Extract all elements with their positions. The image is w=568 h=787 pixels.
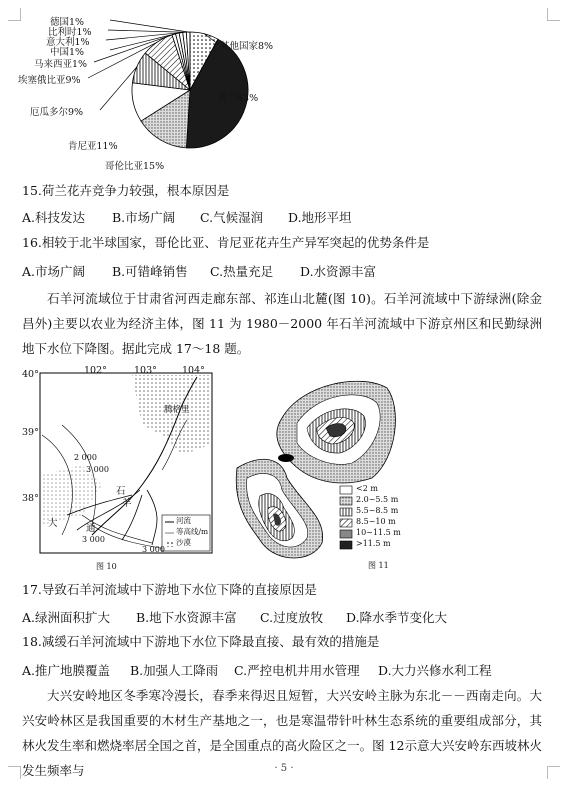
pie-label: 马来西亚1% — [34, 59, 88, 70]
pie-label: 埃塞俄比亚9% — [18, 75, 81, 86]
legend-swatch — [340, 519, 352, 527]
contour-label: 3 000 — [142, 545, 165, 554]
legend-swatch — [340, 541, 352, 549]
pie-label: 比利时1% — [48, 27, 92, 38]
option-c[interactable]: C.过度放牧 — [260, 610, 324, 625]
pie-chart — [18, 10, 310, 180]
figure-10-caption: 图 10 — [96, 562, 117, 571]
lon-102: 102° — [84, 365, 107, 376]
option-d[interactable]: D.水资源丰富 — [300, 264, 377, 279]
place-da: 大 — [48, 518, 58, 529]
question-15-options — [22, 208, 378, 226]
lon-103: 103° — [134, 365, 157, 376]
option-a[interactable]: A.市场广阔 — [22, 264, 86, 279]
pie-label: 德国1% — [50, 17, 85, 28]
legend-label: >11.5 m — [356, 539, 391, 548]
legend-label: 10~11.5 m — [356, 528, 401, 537]
question-17-options — [22, 608, 476, 626]
contour-label: 3 000 — [82, 535, 105, 544]
question-17-stem: 17.导致石羊河流域中下游地下水位下降的直接原因是 — [22, 582, 317, 597]
contour-label: 3 000 — [86, 465, 109, 474]
question-18-options — [22, 661, 498, 679]
crop-mark-top-right — [547, 8, 560, 21]
pie-label: 厄瓜多尔9% — [30, 107, 84, 118]
passage-shiyang-river: 石羊河流域位于甘肃省河西走廊东部、祁连山北麓(图 10)。石羊河流域中下游绿洲(除金昌外)主要以农业为经济主体，图 11 为 1980－2000 年石羊河流域中下游京州区和民勤绿洲地下水位下降图。据此完成 17～18 题。 — [22, 291, 542, 356]
figure-11-map — [222, 368, 418, 574]
option-b[interactable]: B.可错峰销售 — [112, 264, 188, 279]
legend-contour: 等高线/m — [176, 527, 209, 536]
pie-label: 荷兰43% — [218, 93, 259, 104]
pie-leader-line — [108, 30, 185, 32]
option-a[interactable]: A.科技发达 — [22, 210, 86, 225]
figure-10-map — [22, 365, 220, 575]
legend-river: 河流 — [176, 516, 191, 525]
pie-label: 意大利1% — [46, 37, 90, 48]
option-b[interactable]: B.地下水资源丰富 — [136, 610, 237, 625]
pie-label: 肯尼亚11% — [68, 141, 118, 152]
place-shi: 石 — [116, 486, 126, 497]
option-a[interactable]: A.推广地膜覆盖 — [22, 663, 111, 678]
pie-leader-line — [100, 67, 137, 110]
contour-label: 2 000 — [74, 453, 97, 462]
question-16-stem: 16.相较于北半球国家，哥伦比亚、肯尼亚花卉生产异军突起的优势条件是 — [22, 235, 430, 250]
figure-11-caption: 图 11 — [368, 561, 389, 570]
lon-104: 104° — [182, 365, 205, 376]
lat-40: 40° — [22, 369, 39, 380]
pie-label: 哥伦比亚15% — [105, 161, 165, 172]
legend-desert: 沙漠 — [176, 538, 191, 547]
option-c[interactable]: C.热量充足 — [210, 264, 274, 279]
legend-label: 2.0~5.5 m — [356, 495, 399, 504]
legend-swatch — [340, 497, 352, 505]
question-18-stem: 18.减缓石羊河流域中下游地下水位下降最直接、最有效的措施是 — [22, 634, 380, 649]
lat-38: 38° — [22, 493, 39, 504]
legend-label: <2 m — [356, 484, 378, 493]
legend-label: 8.5~10 m — [356, 517, 396, 526]
option-a[interactable]: A.绿洲面积扩大 — [22, 610, 111, 625]
legend-swatch — [340, 486, 352, 494]
crop-mark-top-left — [8, 8, 21, 21]
place-tengger: 腾格里 — [164, 405, 190, 415]
option-c[interactable]: C.严控电机井用水管理 — [234, 663, 360, 678]
legend-swatch — [340, 530, 352, 538]
pie-label: 中国1% — [50, 47, 85, 58]
question-16-options — [22, 262, 400, 280]
option-d[interactable]: D.大力兴修水利工程 — [378, 663, 492, 678]
option-d[interactable]: D.降水季节变化大 — [346, 610, 448, 625]
option-b[interactable]: B.市场广阔 — [112, 210, 176, 225]
option-b[interactable]: B.加强人工降雨 — [130, 663, 219, 678]
page-number: · 5 · — [274, 763, 294, 774]
legend-swatch — [340, 508, 352, 516]
question-15-stem: 15.荷兰花卉竞争力较强，根本原因是 — [22, 183, 230, 198]
option-c[interactable]: C.气候湿润 — [200, 210, 264, 225]
place-yang: 羊 — [122, 498, 132, 509]
pie-label: 其他国家8% — [220, 41, 274, 52]
option-d[interactable]: D.地形平坦 — [288, 210, 352, 225]
legend-label: 5.5~8.5 m — [356, 506, 399, 515]
place-tong: 通 — [86, 523, 96, 534]
lat-39: 39° — [22, 427, 39, 438]
passage-daxinganling: 大兴安岭地区冬季寒冷漫长，春季来得迟且短暂，大兴安岭主脉为东北－－西南走向。大兴安岭林区是我国重要的木材生产基地之一，也是寒温带针叶林生态系统的重要组成部分，其林火发生率和燃烧率居全国之首，是全国重点的高火险区之一。图 12示意大兴安岭东西坡林火发生频率与 — [22, 688, 542, 778]
